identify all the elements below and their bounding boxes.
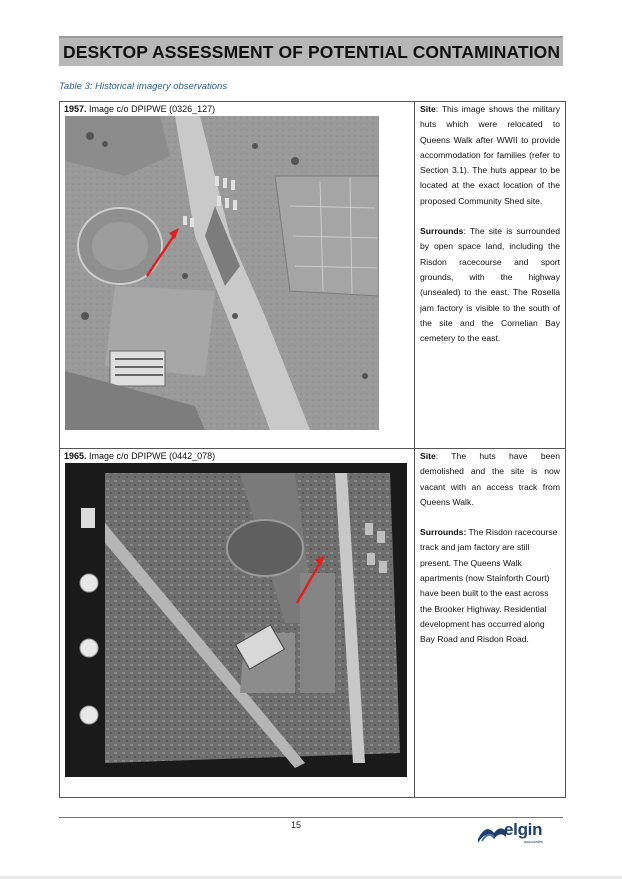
table-caption: Table 3: Historical imagery observations — [59, 81, 228, 92]
film-marker — [80, 574, 98, 592]
table-row — [60, 102, 566, 449]
image-year: 1957. — [64, 104, 87, 114]
table-row — [60, 449, 566, 798]
site-observation — [420, 449, 560, 510]
film-marker — [80, 639, 98, 657]
site-text: : The huts have been demolished and the site is now vacant with an access track from Queens Walk. — [420, 451, 560, 507]
elgin-logo — [476, 817, 566, 847]
observation-cell — [415, 449, 566, 798]
surrounds-label: Surrounds — [420, 226, 464, 237]
site-label: Site — [420, 451, 436, 461]
observation-cell — [415, 102, 566, 449]
surrounds-label: Surrounds: — [420, 527, 467, 538]
image-credit: Image c/o DPIPWE (0326_127) — [89, 104, 216, 114]
section-banner — [59, 36, 563, 66]
logo-text: elgin — [504, 820, 543, 839]
aerial-photo-1957 — [65, 116, 379, 430]
jam-factory — [110, 351, 165, 386]
page-title: DESKTOP ASSESSMENT OF POTENTIAL CONTAMINATION — [63, 42, 561, 62]
page-number: 15 — [290, 820, 301, 830]
surrounds-text: The Risdon racecourse track and jam factory are still present. The Queens Walk apartments (now Stainforth Court) have been built to the east across the Brooker Highway. Residential development has occurred along Bay Road and Risdon Road. — [420, 527, 558, 645]
image-cell — [60, 449, 415, 798]
surrounds-observation — [420, 525, 560, 647]
surrounds-text: : The site is surrounded by open space land, including the Risdon racecourse and sport grounds, with the highway (unsealed) to the east. The Rosella jam factory is visible to the south of the site and the Cornelian Bay cemetery to the east. — [420, 226, 560, 344]
observations-table — [59, 101, 566, 798]
image-year: 1965. — [64, 451, 87, 461]
image-heading — [60, 102, 414, 116]
image-cell — [60, 102, 415, 449]
site-observation — [420, 102, 560, 209]
image-credit: Image c/o DPIPWE (0442_078) — [89, 451, 216, 461]
logo-subtitle: associates — [524, 839, 543, 844]
aerial-photo-1965 — [65, 463, 407, 777]
site-label: Site — [420, 104, 436, 114]
site-text: : This image shows the military huts which were relocated to Queens Walk after WWII to provide accommodation for families (refer to Section 3.1). The huts appear to be located at the exact location of the proposed Community Shed site. — [420, 104, 560, 206]
cemetery-area — [275, 176, 379, 296]
image-heading — [60, 449, 414, 463]
surrounds-observation — [420, 224, 560, 346]
film-label — [81, 508, 95, 528]
film-marker — [80, 706, 98, 724]
racecourse-oval — [227, 520, 303, 576]
